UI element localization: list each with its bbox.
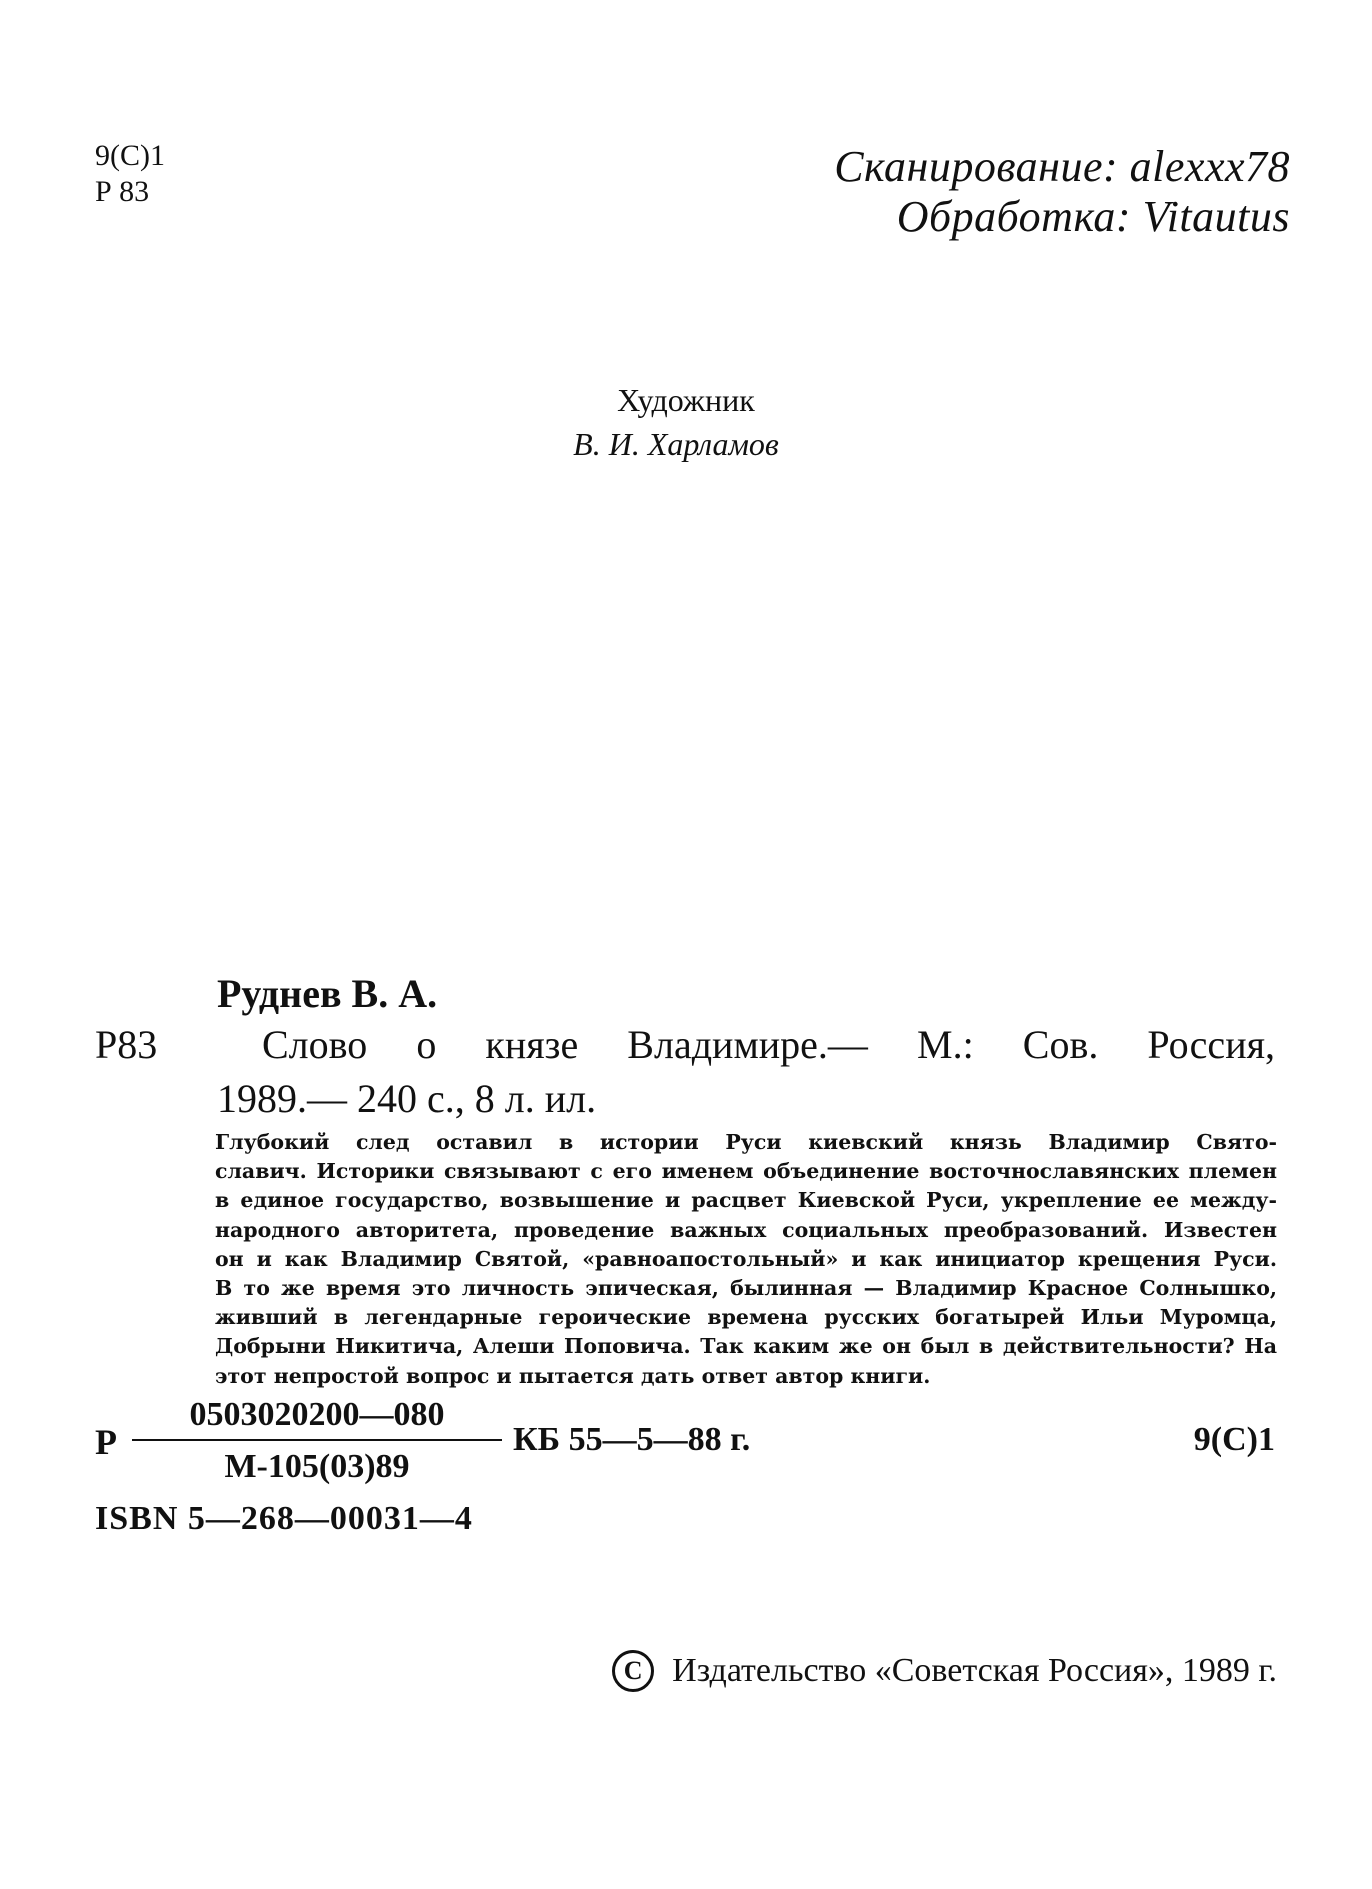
copyright-notice	[612, 1650, 1277, 1692]
classification-numerator: 0503020200—080	[189, 1396, 445, 1433]
classification-fraction	[132, 1395, 502, 1487]
book-title: Слово о князе Владимире.— М.: Сов. Россия,	[262, 1022, 1275, 1067]
author-name: Руднев В. А.	[217, 971, 438, 1016]
annotation-line: Добрыни Никитича, Алеши Поповича. Так каким же он был в действительности? На	[215, 1334, 1277, 1359]
scan-credits	[834, 142, 1290, 242]
annotation-line: Глубокий след оставил в истории Руси киевский князь Владимир Свято-	[215, 1130, 1277, 1154]
kb-code: КБ 55—5—88 г.	[513, 1421, 751, 1458]
isbn: ISBN 5—268—00031—4	[95, 1500, 473, 1537]
annotation-line: В то же время это личность эпическая, былинная — Владимир Красное Солнышко,	[215, 1276, 1277, 1301]
library-code-line-2: Р 83	[95, 175, 150, 208]
author-mark: Р83	[95, 1022, 158, 1067]
annotation-line: народного авторитета, проведение важных социальных преобразований. Известен	[215, 1217, 1277, 1242]
scan-credit: Сканирование: alexxx78	[834, 142, 1290, 191]
catalog-code: 9(С)1	[1193, 1421, 1275, 1458]
copyright-text: Издательство «Советская Россия», 1989 г.	[672, 1652, 1277, 1689]
copyright-icon: C	[612, 1650, 654, 1692]
imprint: 1989.— 240 с., 8 л. ил.	[217, 1076, 597, 1121]
annotation-line: живший в легендарные героические времена русских богатырей Ильи Муромца,	[215, 1305, 1277, 1330]
illustrator-role: Художник	[617, 382, 755, 418]
annotation-line: в единое государство, возвышение и расцвет Киевской Руси, укрепление ее между-	[215, 1188, 1277, 1213]
library-code	[95, 138, 165, 210]
annotation-line: славич. Историки связывают с его именем объединение восточнославянских племен	[215, 1159, 1277, 1184]
bibliographic-record	[95, 970, 1275, 1126]
processing-credit: Обработка: Vitautus	[896, 192, 1290, 241]
classification-block	[95, 1395, 1275, 1515]
illustrator-block	[0, 378, 1372, 466]
illustrator-name: В. И. Харламов	[573, 426, 779, 462]
annotation	[215, 1128, 1277, 1391]
annotation-line: этот непростой вопрос и пытается дать ответ автор книги.	[215, 1363, 931, 1388]
annotation-line: он и как Владимир Святой, «равноапостольный» и как инициатор крещения Руси.	[215, 1246, 1277, 1271]
library-code-line-1: 9(С)1	[95, 139, 165, 172]
title-row	[95, 1018, 1275, 1072]
classification-denominator: М-105(03)89	[224, 1448, 410, 1485]
fraction-bar	[132, 1439, 502, 1441]
classification-letter: Р	[95, 1422, 117, 1462]
